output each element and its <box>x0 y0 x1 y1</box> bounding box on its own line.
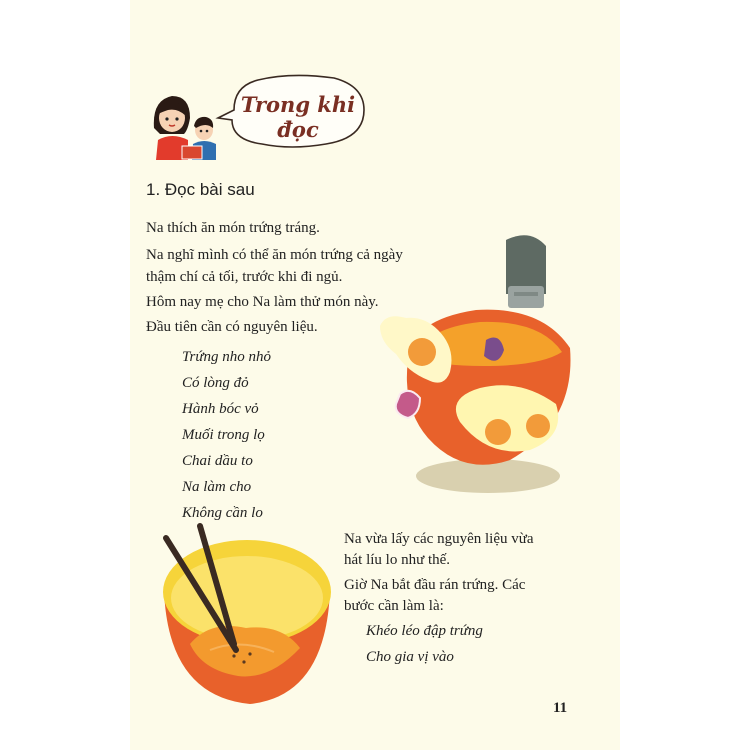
poem-line: Trứng nho nhỏ <box>182 349 272 365</box>
frying-bowl-illustration <box>380 228 600 500</box>
poem-line: Cho gia vị vào <box>366 649 454 665</box>
poem-line: Khéo léo đập trứng <box>366 623 483 639</box>
story-paragraph: Na vừa lấy các nguyên liệu vừa <box>344 531 534 547</box>
story-paragraph: Đầu tiên cần có nguyên liệu. <box>146 319 318 335</box>
page-number: 11 <box>553 700 568 716</box>
story-paragraph: Giờ Na bắt đầu rán trứng. Các <box>344 577 526 593</box>
poem-line: Muối trong lọ <box>182 427 265 443</box>
salt-shaker-icon <box>506 235 546 308</box>
story-paragraph: Na nghĩ mình có thể ăn món trứng cả ngày <box>146 247 403 263</box>
section-title: Trong khi đọc <box>240 92 356 142</box>
poem-line: Có lòng đỏ <box>182 375 249 391</box>
poem-line: Hành bóc vỏ <box>182 401 259 417</box>
story-paragraph: Hôm nay mẹ cho Na làm thử món này. <box>146 294 379 310</box>
story-paragraph: bước cần làm là: <box>344 598 444 614</box>
story-paragraph: Na thích ăn món trứng tráng. <box>146 220 320 236</box>
story-paragraph: thậm chí cả tối, trước khi đi ngủ. <box>146 269 343 285</box>
poem-line: Na làm cho <box>182 479 252 495</box>
exercise-heading: 1. Đọc bài sau <box>146 180 255 199</box>
story-paragraph: hát líu lo như thế. <box>344 552 451 568</box>
poem-line: Không cần lo <box>182 505 263 521</box>
whisking-bowl-illustration <box>150 520 340 720</box>
poem-line: Chai dầu to <box>182 453 253 469</box>
mother-child-reading-illustration <box>148 88 222 160</box>
